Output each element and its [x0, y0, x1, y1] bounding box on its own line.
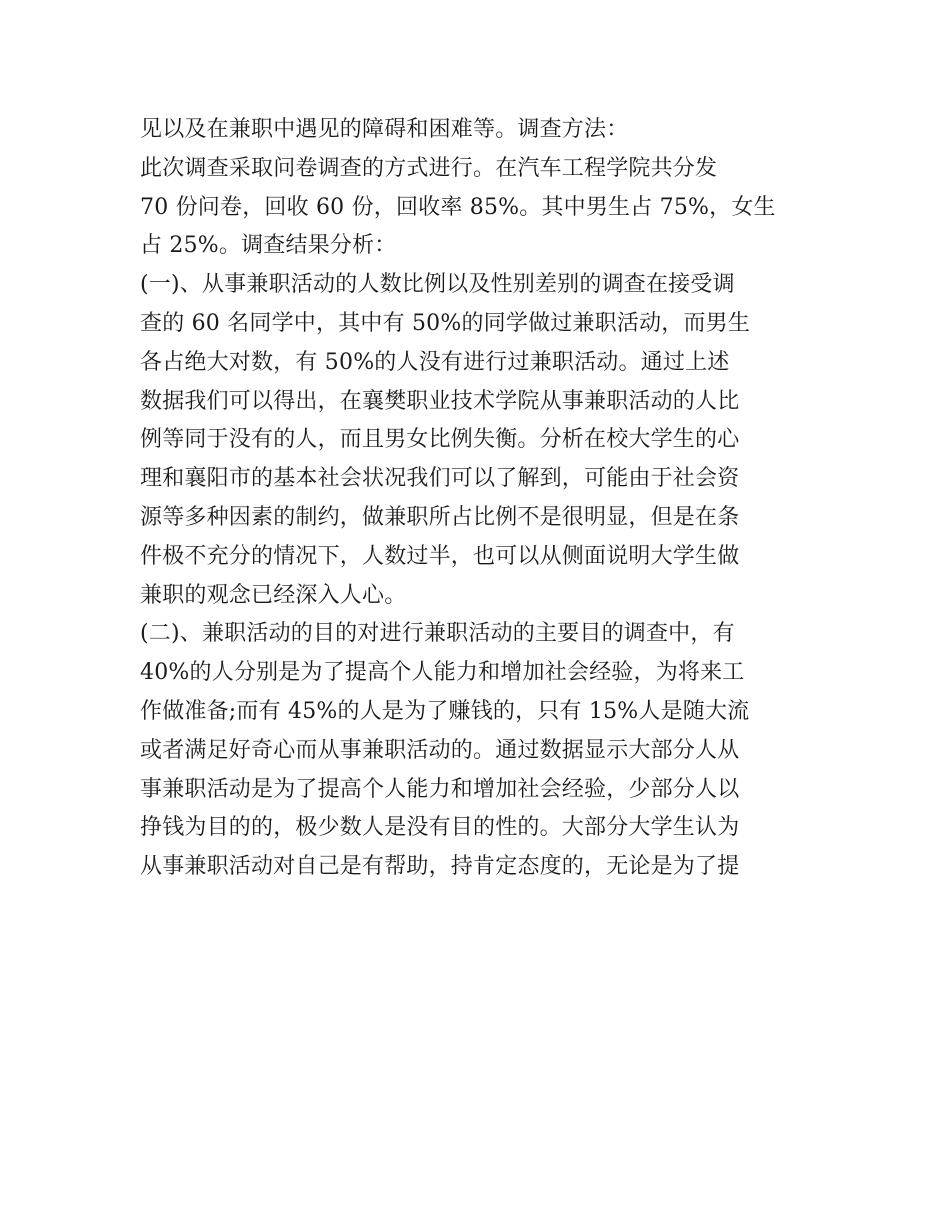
text-line: 查的 60 名同学中，其中有 50%的同学做过兼职活动，而男生 [140, 310, 751, 336]
text-line: 件极不充分的情况下，人数过半，也可以从侧面说明大学生做 [140, 543, 740, 569]
text-line: 数据我们可以得出，在襄樊职业技术学院从事兼职活动的人比 [140, 388, 740, 414]
text-line: 作做准备;而有 45%的人是为了赚钱的，只有 15%人是随大流 [140, 698, 750, 724]
text-line: 此次调查采取问卷调查的方式进行。在汽车工程学院共分发 [140, 155, 718, 181]
text-line: 挣钱为目的的，极少数人是没有目的性的。大部分大学生认为 [140, 815, 740, 841]
text-line: 40%的人分别是为了提高个人能力和增加社会经验，为将来工 [140, 660, 745, 686]
text-line: 兼职的观念已经深入人心。 [140, 582, 407, 608]
text-line: 从事兼职活动对自己是有帮助，持肯定态度的，无论是为了提 [140, 854, 740, 880]
text-line: 70 份问卷，回收 60 份，回收率 85%。其中男生占 75%，女生 [140, 194, 776, 220]
text-line: 见以及在兼职中遇见的障碍和困难等。调查方法： [140, 117, 629, 142]
text-line: (二)、兼职活动的目的对进行兼职活动的主要目的调查中，有 [140, 621, 735, 647]
text-line: 源等多种因素的制约，做兼职所占比例不是很明显，但是在条 [140, 504, 740, 530]
text-line: 例等同于没有的人，而且男女比例失衡。分析在校大学生的心 [140, 427, 740, 453]
text-line: 理和襄阳市的基本社会状况我们可以了解到，可能由于社会资 [140, 466, 740, 492]
text-line: 各占绝大对数，有 50%的人没有进行过兼职活动。通过上述 [140, 349, 730, 375]
body-text [140, 111, 820, 887]
text-line: 占 25%。调查结果分析： [140, 233, 397, 259]
text-line: (一)、从事兼职活动的人数比例以及性别差别的调查在接受调 [140, 272, 735, 298]
text-line: 或者满足好奇心而从事兼职活动的。通过数据显示大部分人从 [140, 737, 740, 763]
text-line: 事兼职活动是为了提高个人能力和增加社会经验，少部分人以 [140, 776, 740, 802]
